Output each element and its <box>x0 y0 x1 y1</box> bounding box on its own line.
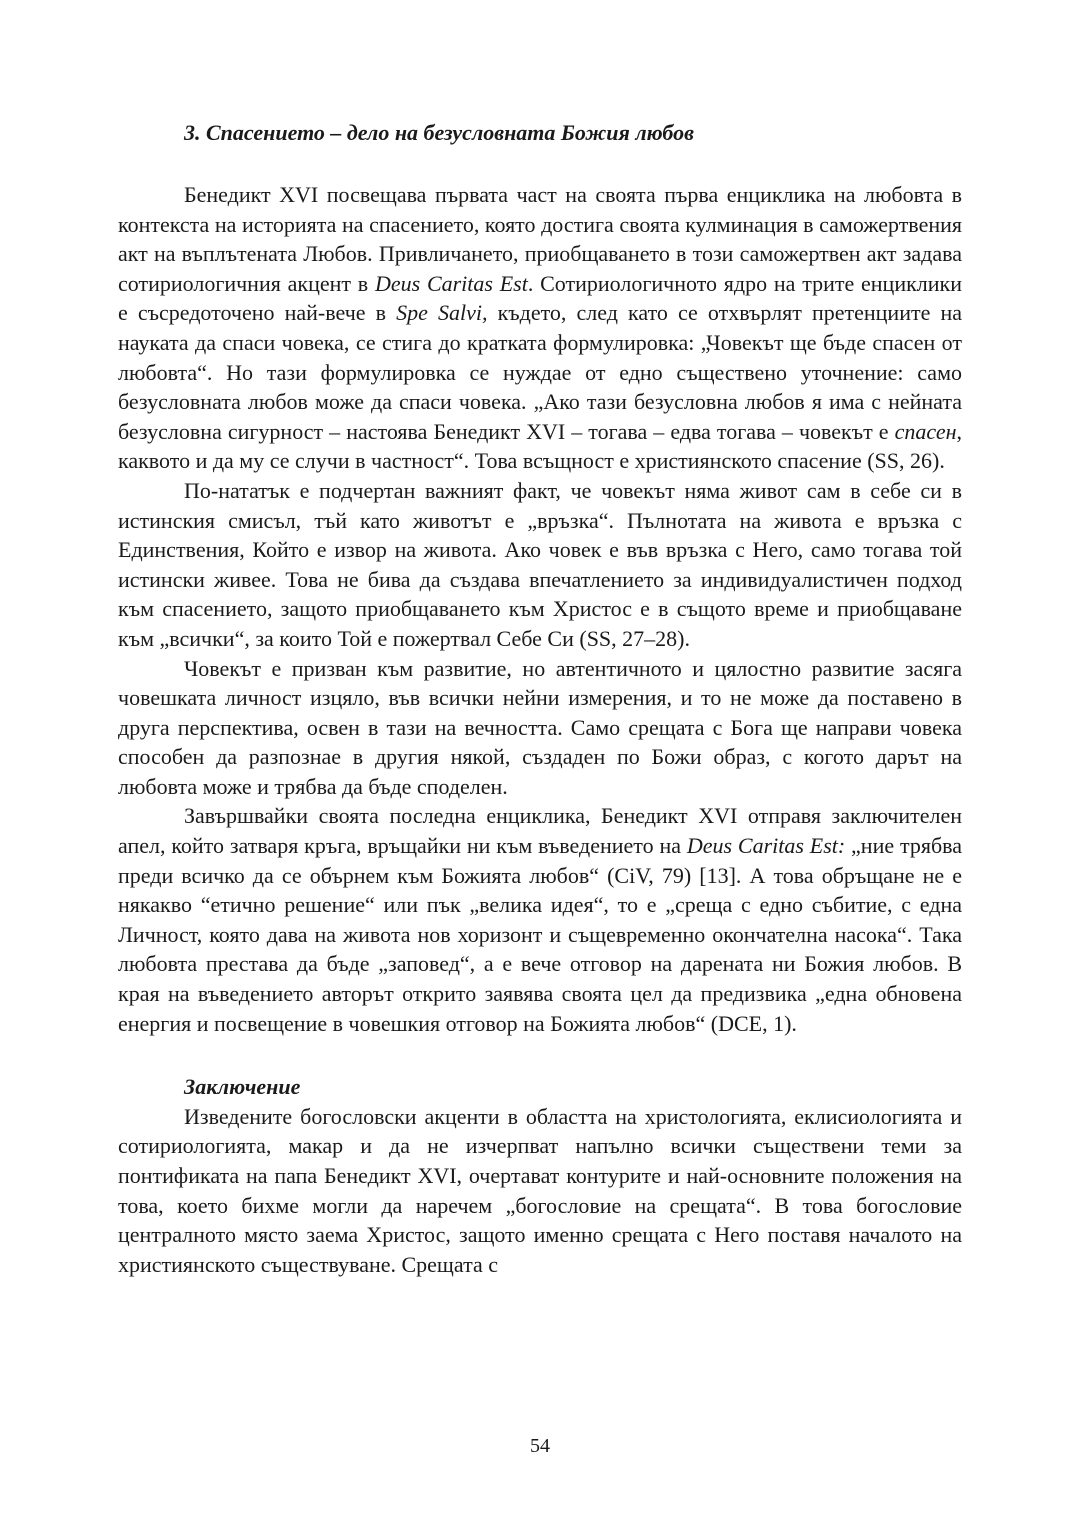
conclusion-paragraph <box>118 1102 962 1280</box>
italic-title: Deus Caritas Est <box>374 270 528 296</box>
paragraph-text: „ние трябва преди всичко да се обърнем към Божията любов“ (CiV, 79) [13]. А това обръщане не е някакво “етично решение“ или пък „велика идея“, то е „среща с едно събитие, с една Личност, която дава на живота нов хоризонт и същевременно окончателна насока“. Така любовта престава да бъде „заповед“, а е вече отговор на дарената ни Божия любов. В края на въведението авторът открито заявява своята цел да предизвика „една обновена енергия и посвещение в човешкия отговор на Божията любов“ (DCE, 1). <box>118 833 963 1036</box>
paragraph-text: Човекът е призван към развитие, но автентичното и цялостно развитие засяга човешката личност изцяло, във всички нейни измерения, и то не може да поставено в друга перспектива, освен в тази на вечността. Само срещата с Бога ще направи човека способен да разпознае в другия някой, създаден по Божи образ, с когото дарът на любовта може и трябва да бъде споделен. <box>118 655 962 799</box>
paragraph-text: където, след като се отхвърлят претенциите на науката да спаси човека, се стига до кратката формулировка: „Човекът ще бъде спасен от любовта“. Но тази формулировка се нуждае от едно съществено уточнение: само безусловната любов може да спаси човека. „Ако тази безусловна любов я има с нейната безусловна сигурност – настоява Бенедикт XVI – тогава – едва тогава – човекът е <box>118 300 962 444</box>
section-title: 3. Спасението – дело на безусловната Божия любов <box>184 120 694 145</box>
paragraph-text: Бенедикт XVI посвещава първата част на своята първа енциклика на любовта в контекста на историята на спасението, която достига своята кулминация в саможертвения акт на въплътената Любов. Привличането, приобщаването в този саможертвен акт задава сотириологичния акцент в <box>118 182 962 296</box>
paragraph-text: Завършвайки своята последна енциклика, Бенедикт XVI отправя заключителен апел, който затваря кръга, връщайки ни към въведението на <box>118 803 962 859</box>
conclusion-heading: Заключение <box>184 1074 301 1100</box>
italic-title: Deus Caritas Est: <box>686 833 846 859</box>
document-page <box>118 118 962 1418</box>
paragraph-2 <box>118 476 962 654</box>
paragraph-text: , каквото и да му се случи в частност“. Това всъщност е християнското спасение (SS, 26). <box>118 418 962 474</box>
body-text <box>118 180 962 1279</box>
paragraph-text: Изведените богословски акценти в областта на христологията, еклисиологията и сотириологията, макар и да не изчерпват напълно всички съществени теми за понтификата на папа Бенедикт XVI, очертават контурите и най-основните положения на това, което бихме могли да наречем „богословие на срещата“. В това богословие централното място заема Христос, защото именно срещата с Него поставя началото на християнското съществуване. Срещата с <box>118 1103 962 1277</box>
paragraph-text: По-нататък е подчертан важният факт, че човекът няма живот сам в себе си в истинския смисъл, тъй като животът е „връзка“. Пълнотата на живота е връзка с Единствения, Който е извор на живота. Ако човек е във връзка с Него, само тогава той истински живее. Това не бива да създава впечатлението за индивидуалистичен подход към спасението, защото приобщаването към Христос е в същото време и приобщаване към „всички“, за които Той е пожертвал Себе Си (SS, 27–28). <box>118 477 962 651</box>
paragraph-1 <box>118 180 962 476</box>
italic-emphasis: спасен <box>894 418 957 444</box>
page-number: 54 <box>530 1435 550 1457</box>
paragraph-4 <box>118 801 962 1038</box>
italic-title: Spe Salvi, <box>396 300 488 326</box>
paragraph-3 <box>118 654 962 802</box>
paragraph-text: . Сотириологичното ядро на трите енциклики е съсредоточено най-вече в <box>118 270 963 326</box>
